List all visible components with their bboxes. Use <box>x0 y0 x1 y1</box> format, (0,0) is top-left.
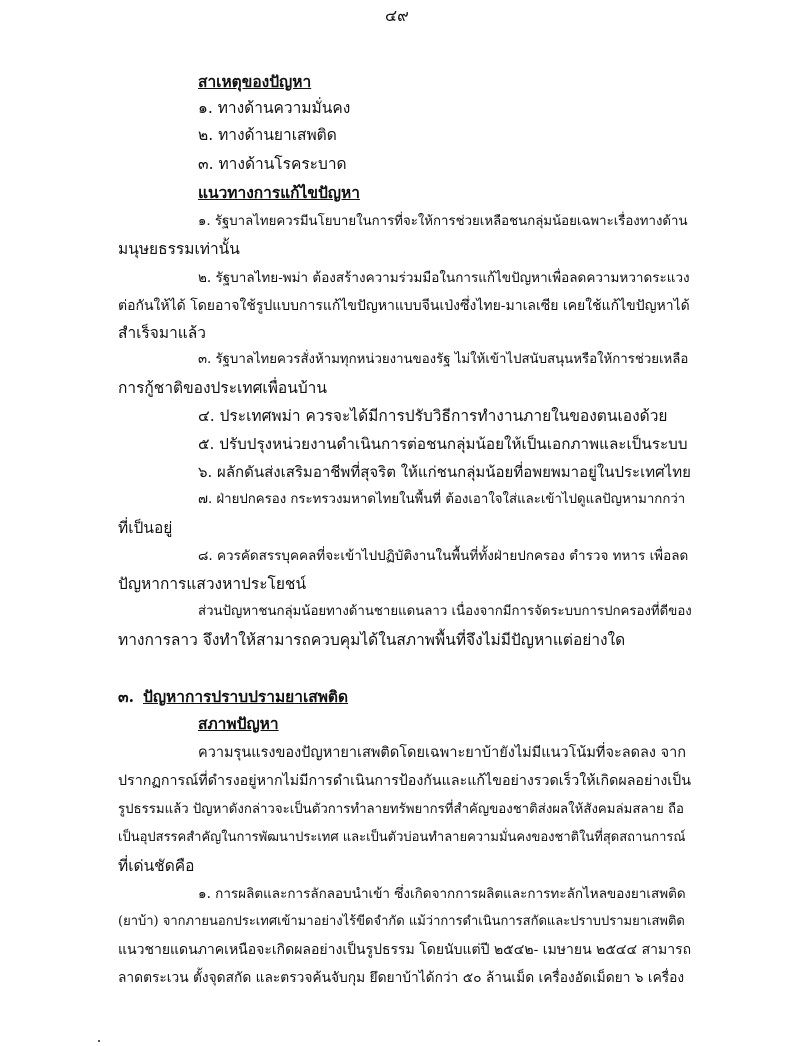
solution-line: ๖. ผลักดันส่งเสริมอาชีพที่สุจริต ให้แก่ชนกลุ่มน้อยที่อพยพมาอยู่ในประเทศไทย <box>198 463 691 481</box>
scan-speck <box>98 1040 100 1042</box>
paragraph-line: ๑. การผลิตและการลักลอบนำเข้า ซึ่งเกิดจากการผลิตและการทะลักไหลของยาเสพติด <box>198 886 686 902</box>
solution-line: ต่อกันให้ได้ โดยอาจใช้รูปแบบการแก้ไขปัญหาแบบจีนเป่งซึ่งไทย-มาเลเซีย เคยใช้แก้ไขปัญหาได้ <box>118 298 690 314</box>
heading-solutions: แนวทางการแก้ไขปัญหา <box>198 183 360 202</box>
cause-item: ๒. ทางด้านยาเสพติด <box>198 126 337 144</box>
solution-line: ปัญหาการแสวงหาประโยชน์ <box>118 575 307 593</box>
paragraph-line: ปรากฏการณ์ที่ดำรงอยู่หากไม่มีการดำเนินการป้องกันและแก้ไขอย่างรวดเร็วให้เกิดผลอย่างเป็น <box>118 773 691 789</box>
solution-line: สำเร็จมาแล้ว <box>118 324 206 342</box>
paragraph-line: เป็นอุปสรรคสำคัญในการพัฒนาประเทศ และเป็นตัวบ่อนทำลายความมั่นคงของชาติในที่สุดสถานการณ์ <box>118 830 686 845</box>
cause-item: ๓. ทางด้านโรคระบาด <box>198 155 347 173</box>
solution-line: การกู้ชาติของประเทศเพื่อนบ้าน <box>118 379 327 397</box>
paragraph-line: (ยาบ้า) จากภายนอกประเทศเข้ามาอย่างไร้ขีดจำกัด แม้ว่าการดำเนินการสกัดและปราบปรามยาเสพติด <box>118 914 685 929</box>
paragraph-line: ลาดตระเวน ตั้งจุดสกัด และตรวจค้นจับกุม ยึดยาบ้าได้กว่า ๕๐ ล้านเม็ด เครื่องอัดเม็ดยา ๖ เครื่อง <box>118 970 685 986</box>
solution-line: ๘. ควรคัดสรรบุคคลที่จะเข้าไปปฏิบัติงานในพื้นที่ทั้งฝ่ายปกครอง ตำรวจ ทหาร เพื่อลด <box>198 548 689 564</box>
solution-line: ๕. ปรับปรุงหน่วยงานดำเนินการต่อชนกลุ่มน้อยให้เป็นเอกภาพและเป็นระบบ <box>198 435 688 453</box>
solution-line: ที่เป็นอยู่ <box>118 519 173 537</box>
page-number: ๔๙ <box>385 6 409 25</box>
solution-line: ๒. รัฐบาลไทย-พม่า ต้องสร้างความร่วมมือในการแก้ไขปัญหาเพื่อลดความหวาดระแวง <box>198 270 690 286</box>
solution-line: มนุษยธรรมเท่านั้น <box>118 240 240 258</box>
heading-state: สภาพปัญหา <box>198 714 279 733</box>
heading-causes: สาเหตุของปัญหา <box>198 72 312 91</box>
solution-line: ๗. ฝ่ายปกครอง กระทรวงมหาดไทยในพื้นที่ ต้องเอาใจใส่และเข้าไปดูแลปัญหามากกว่า <box>198 492 686 507</box>
solution-line: ๑. รัฐบาลไทยควรมีนโยบายในการที่จะให้การช่วยเหลือชนกลุ่มน้อยเฉพาะเรื่องทางด้าน <box>198 214 688 229</box>
section-title: ปัญหาการปราบปรามยาเสพติด <box>143 687 349 706</box>
paragraph-line: ทางการลาว จึงทำให้สามารถควบคุมได้ในสภาพพื้นที่จึงไม่มีปัญหาแต่อย่างใด <box>118 631 626 649</box>
paragraph-line: รูปธรรมแล้ว ปัญหาดังกล่าวจะเป็นตัวการทำลายทรัพยากรที่สำคัญของชาติส่งผลให้สังคมล่มสลาย ถือ <box>118 802 684 817</box>
paragraph-line: แนวชายแดนภาคเหนือจะเกิดผลอย่างเป็นรูปธรรม โดยนับแต่ปี ๒๕๔๒- เมษายน ๒๕๔๔ สามารถ <box>118 942 692 958</box>
cause-item: ๑. ทางด้านความมั่นคง <box>198 99 351 117</box>
solution-line: ๔. ประเทศพม่า ควรจะได้มีการปรับวิธีการทำงานภายในของตนเองด้วย <box>198 407 668 425</box>
solution-line: ๓. รัฐบาลไทยควรสั่งห้ามทุกหน่วยงานของรัฐ ไม่ให้เข้าไปสนับสนุนหรือให้การช่วยเหลือ <box>198 352 689 367</box>
section-number: ๓. <box>118 687 134 706</box>
paragraph-line: ที่เด่นชัดคือ <box>118 857 195 875</box>
paragraph-line: ความรุนแรงของปัญหายาเสพติดโดยเฉพาะยาบ้ายังไม่มีแนวโน้มที่จะลดลง จาก <box>198 745 687 761</box>
paragraph-line: ส่วนปัญหาชนกลุ่มน้อยทางด้านชายแดนลาว เนื่องจากมีการจัดระบบการปกครองที่ดีของ <box>198 604 692 619</box>
